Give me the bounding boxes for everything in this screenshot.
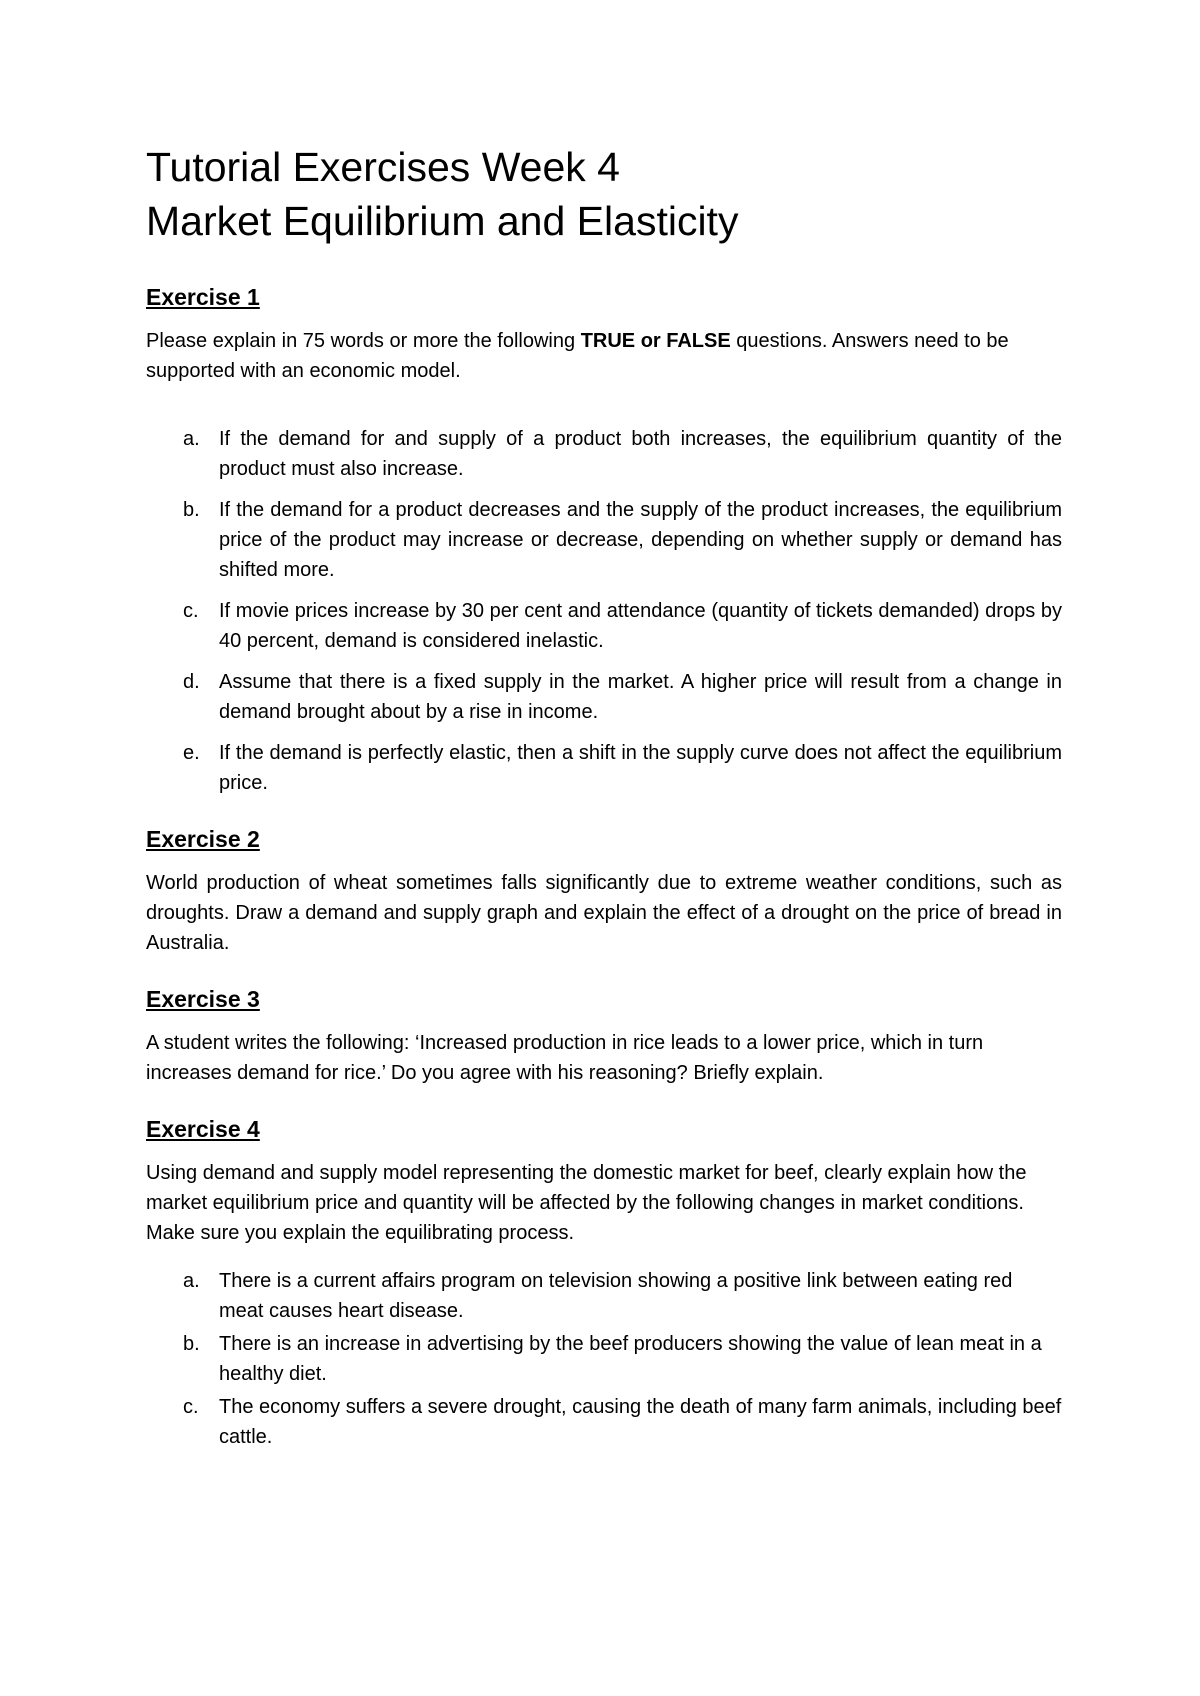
exercise-4-heading: Exercise 4 bbox=[146, 1116, 260, 1142]
list-item bbox=[146, 1266, 1062, 1326]
exercise-4-list bbox=[146, 1266, 1062, 1452]
exercise-1-heading: Exercise 1 bbox=[146, 284, 260, 310]
exercise-1-intro-before: Please explain in 75 words or more the following bbox=[146, 330, 581, 352]
list-marker: b. bbox=[183, 1333, 200, 1355]
list-item bbox=[146, 596, 1062, 656]
exercise-1-list bbox=[146, 424, 1062, 798]
list-item bbox=[146, 1392, 1062, 1452]
exercise-1-intro-bold: TRUE or FALSE bbox=[580, 330, 731, 352]
list-item bbox=[146, 738, 1062, 798]
document-page bbox=[146, 140, 1062, 1478]
list-item bbox=[146, 495, 1062, 585]
exercise-2-heading: Exercise 2 bbox=[146, 826, 260, 852]
list-item-text: The economy suffers a severe drought, causing the death of many farm animals, including beef cattle. bbox=[219, 1396, 1062, 1448]
list-marker: c. bbox=[183, 1396, 199, 1418]
list-marker: c. bbox=[183, 600, 199, 622]
exercise-3-text: A student writes the following: ‘Increased production in rice leads to a lower price, which in turn increases demand for rice.’ Do you agree with his reasoning? Briefly explain. bbox=[146, 1032, 984, 1084]
list-item-text: Assume that there is a fixed supply in the market. A higher price will result from a change in demand brought about by a rise in income. bbox=[219, 671, 1062, 723]
list-item-text: If the demand for and supply of a product both increases, the equilibrium quantity of the product must also increase. bbox=[219, 428, 1062, 480]
list-item-text: If movie prices increase by 30 per cent and attendance (quantity of tickets demanded) drops by 40 percent, demand is considered inelastic. bbox=[219, 600, 1062, 652]
list-item-text: There is a current affairs program on television showing a positive link between eating red meat causes heart disease. bbox=[219, 1270, 1013, 1322]
title-line-2: Market Equilibrium and Elasticity bbox=[146, 198, 739, 244]
exercise-1-intro bbox=[146, 326, 1062, 386]
list-item bbox=[146, 424, 1062, 484]
exercise-2-section bbox=[146, 824, 1062, 958]
exercise-1-intro-after: questions. Answers need to be supported with an economic model. bbox=[146, 330, 1009, 382]
exercise-4-section bbox=[146, 1114, 1062, 1452]
list-marker: d. bbox=[183, 671, 200, 693]
list-marker: b. bbox=[183, 499, 200, 521]
exercise-1-section bbox=[146, 282, 1062, 798]
list-item-text: If the demand for a product decreases and the supply of the product increases, the equilibrium price of the product may increase or decrease, depending on whether supply or demand has shifted more. bbox=[219, 499, 1062, 581]
list-item-text: There is an increase in advertising by the beef producers showing the value of lean meat in a healthy diet. bbox=[219, 1333, 1042, 1385]
title-line-1: Tutorial Exercises Week 4 bbox=[146, 144, 620, 190]
list-item-text: If the demand is perfectly elastic, then a shift in the supply curve does not affect the equilibrium price. bbox=[219, 742, 1062, 794]
exercise-3-heading: Exercise 3 bbox=[146, 986, 260, 1012]
exercise-3-section bbox=[146, 984, 1062, 1088]
document-title bbox=[146, 140, 1062, 248]
list-marker: a. bbox=[183, 1270, 200, 1292]
list-item bbox=[146, 1329, 1062, 1389]
exercise-4-text: Using demand and supply model representing the domestic market for beef, clearly explain how the market equilibrium price and quantity will be affected by the following changes in market conditions. Make sure you explain the equilibrating process. bbox=[146, 1162, 1027, 1244]
list-marker: e. bbox=[183, 742, 200, 764]
list-marker: a. bbox=[183, 428, 200, 450]
exercise-2-text: World production of wheat sometimes falls significantly due to extreme weather conditions, such as droughts. Draw a demand and supply graph and explain the effect of a drought on the price of bread in Australia. bbox=[146, 872, 1062, 954]
list-item bbox=[146, 667, 1062, 727]
